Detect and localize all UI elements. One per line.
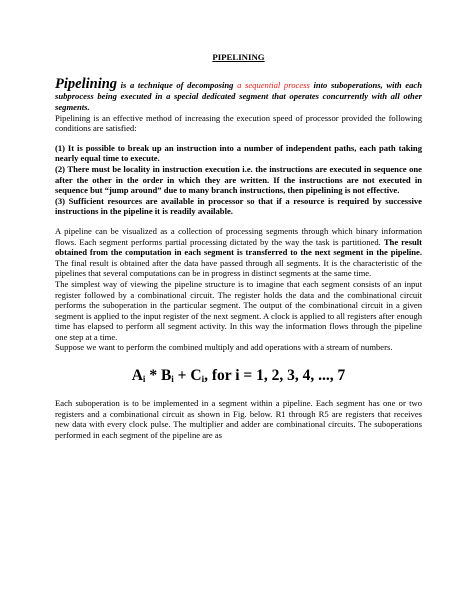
formula-c: C	[190, 367, 202, 385]
formula	[55, 367, 422, 388]
conditions-intro-paragraph: Pipelining is an effective method of increasing the execution speed of processor provided the following conditions are satisfied:	[55, 112, 422, 134]
formula-b-subscript: i	[171, 374, 174, 385]
formula-c-subscript: i	[201, 374, 205, 385]
para2-bold-text: The result obtained from the computation in each segment is transferred to the next segment in the pipeline.	[55, 236, 422, 258]
para2-text: A pipeline can be visualized as a collection of processing segments through which binary information flows. Each segment performs partial processing dictated by the way the task is partitioned.	[55, 225, 422, 247]
formula-a: A	[131, 367, 143, 385]
pipeline-visualization-paragraph	[55, 226, 422, 279]
formula-op-multiply: *	[145, 367, 161, 385]
document-page	[55, 52, 422, 440]
formula-a-subscript: i	[142, 374, 146, 385]
intro-lead-word: Pipelining	[55, 75, 118, 92]
condition-3: (3) Sufficient resources are available in processor so that if a resource is required by successive instructions in the pipeline it is readily available.	[55, 195, 422, 217]
pipeline-structure-paragraph: The simplest way of viewing the pipeline structure is to imagine that each segment consists of an input register followed by a combinational circuit. The register holds the data and the combinational circuit performs the suboperation in the particular segment. The output of the combinational circuit in a given segment is applied to the input register of the next segment. A clock is applied to all registers after enough time has elapsed to perform all segment activity. In this way the information flows through the pipeline one step at a time.	[55, 278, 422, 342]
suboperation-paragraph: Each suboperation is to be implemented in a segment within a pipeline. Each segment has one or two registers and a combinational circuit as shown in Fig. below. R1 through R5 are registers that receives new data with every clock pulse. The multiplier and adder are combinational circuits. The suboperations performed in each segment of the pipeline are as	[55, 398, 422, 440]
intro-highlight: a sequential process	[237, 79, 310, 90]
condition-2: (2) There must be locality in instruction execution i.e. the instructions are executed in sequence one after the other in the order in which they are written. If the instructions are not executed in sequence but “jump around” due to many branch instructions, then pipelining is not effective.	[55, 163, 422, 196]
intro-paragraph	[55, 77, 422, 113]
formula-op-add: +	[173, 367, 191, 385]
multiply-add-paragraph: Suppose we want to perform the combined multiply and add operations with a stream of numbers.	[55, 342, 393, 353]
intro-text: is a technique of decomposing	[117, 79, 238, 90]
para2-text-rest: The final result is obtained after the data have passed through all segments. It is the characteristic of the pipelines that several computations can be in progress in distinct segments at the same time.	[55, 257, 422, 279]
page-title: PIPELINING	[212, 52, 265, 62]
intro-text-rest: into suboperations, with each subprocess being executed in a special dedicated segment that operates concurrently with all other segments.	[55, 79, 422, 112]
formula-range: , for i = 1, 2, 3, 4, ..., 7	[204, 367, 346, 385]
formula-b: B	[160, 367, 172, 385]
condition-1: (1) It is possible to break up an instruction into a number of independent paths, each path taking nearly equal time to execute.	[55, 142, 422, 164]
